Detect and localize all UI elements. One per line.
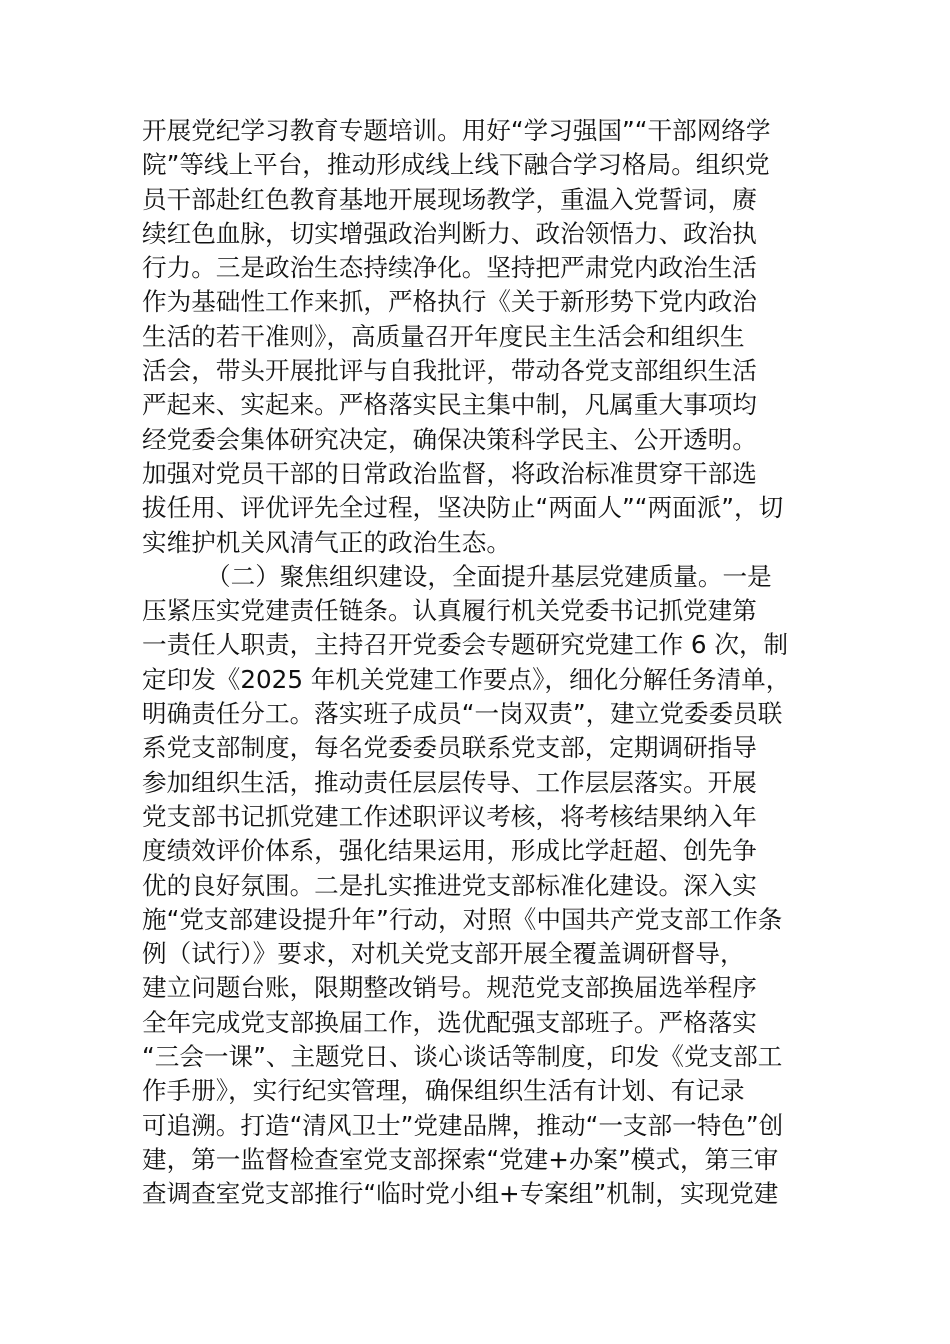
section-heading-line: （二）聚焦组织建设，全面提升基层党建质量。一是 (206, 561, 772, 591)
text-line: 开展党纪学习教育专题培训。用好“学习强国”“干部网络学 (142, 116, 771, 145)
text-line: 压紧压实党建责任链条。认真履行机关党委书记抓党建第 (142, 596, 757, 626)
text-line: 生活的若干准则》，高质量召开年度民主生活会和组织生 (142, 321, 745, 351)
text-line: 实维护机关风清气正的政治生态。 (142, 527, 511, 557)
text-line: 一责任人职责，主持召开党委会专题研究党建工作 6 次，制 (142, 630, 789, 660)
text-line: 拔任用、评优评先全过程，坚决防止“两面人”“两面派”，切 (142, 493, 784, 523)
text-line: 严起来、实起来。严格落实民主集中制，凡属重大事项均 (142, 390, 757, 420)
text-line: 全年完成党支部换届工作，选优配强支部班子。严格落实 (142, 1007, 757, 1037)
text-line: 查调查室党支部推行“临时党小组+专案组”机制，实现党建 (142, 1179, 779, 1209)
text-line: 作手册》，实行纪实管理，确保组织生活有计划、有记录 (142, 1076, 745, 1106)
text-line: 活会，带头开展批评与自我批评，带动各党支部组织生活 (142, 356, 757, 386)
text-line: 参加组织生活，推动责任层层传导、工作层层落实。开展 (142, 767, 757, 797)
text-line: 经党委会集体研究决定，确保决策科学民主、公开透明。 (142, 424, 757, 454)
text-line: 作为基础性工作来抓，严格执行《关于新形势下党内政治 (142, 287, 757, 317)
text-line: 加强对党员干部的日常政治监督，将政治标准贯穿干部选 (142, 458, 757, 488)
text-line: 施“党支部建设提升年”行动，对照《中国共产党支部工作条 (142, 904, 783, 934)
text-line: 院”等线上平台，推动形成线上线下融合学习格局。组织党 (142, 150, 770, 180)
text-line: 行力。三是政治生态持续净化。坚持把严肃党内政治生活 (142, 253, 757, 283)
text-line: 系党支部制度，每名党委委员联系党支部，定期调研指导 (142, 733, 757, 763)
text-line: “三会一课”、主题党日、谈心谈话等制度，印发《党支部工 (142, 1042, 783, 1072)
document-body (142, 114, 842, 1212)
text-line: 可追溯。打造“清风卫士”党建品牌，推动“一支部一特色”创 (142, 1110, 784, 1140)
text-line: 建立问题台账，限期整改销号。规范党支部换届选举程序 (142, 973, 757, 1003)
text-line: 建，第一监督检查室党支部探索“党建+办案”模式，第三审 (142, 1144, 779, 1174)
text-line: 例（试行）》要求，对机关党支部开展全覆盖调研督导， (142, 939, 745, 969)
text-line: 优的良好氛围。二是扎实推进党支部标准化建设。深入实 (142, 870, 757, 900)
text-line: 续红色血脉，切实增强政治判断力、政治领悟力、政治执 (142, 218, 757, 248)
text-line: 明确责任分工。落实班子成员“一岗双责”，建立党委委员联 (142, 699, 783, 729)
text-line: 党支部书记抓党建工作述职评议考核，将考核结果纳入年 (142, 801, 757, 831)
text-line: 定印发《2025 年机关党建工作要点》，细化分解任务清单， (142, 664, 791, 694)
text-line: 员干部赴红色教育基地开展现场教学，重温入党誓词，赓 (142, 184, 757, 214)
text-line: 度绩效评价体系，强化结果运用，形成比学赶超、创先争 (142, 836, 757, 866)
